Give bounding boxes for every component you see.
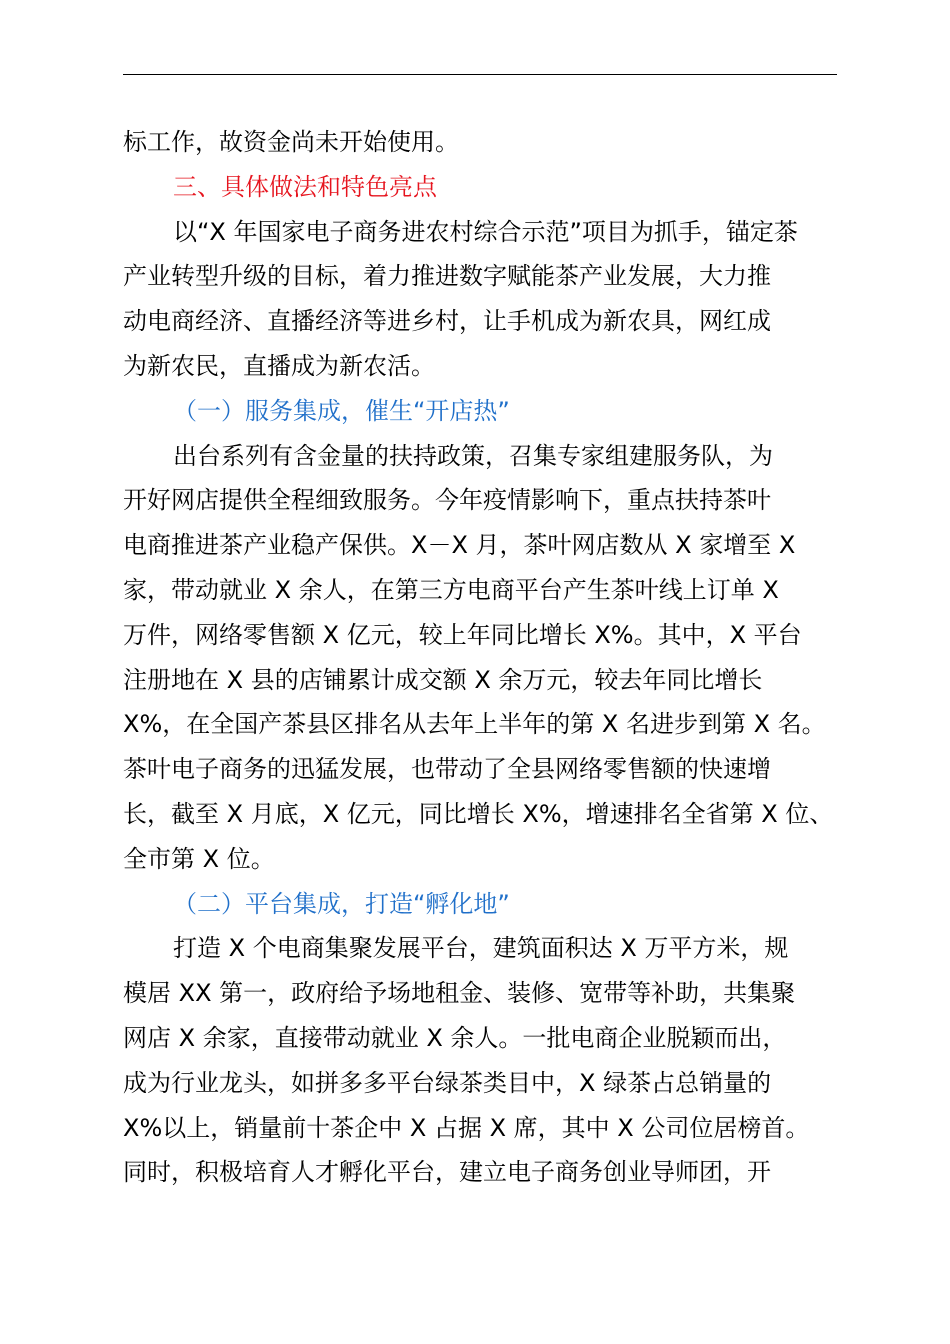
document-body <box>123 120 839 1195</box>
paragraph-line: 出台系列有含金量的扶持政策，召集专家组建服务队，为 <box>173 441 773 470</box>
paragraph-line: X%以上，销量前十茶企中 X 占据 X 席，其中 X 公司位居榜首。 <box>123 1113 810 1142</box>
paragraph-line: 模居 XX 第一，政府给予场地租金、装修、宽带等补助，共集聚 <box>123 979 796 1008</box>
paragraph-line: 产业转型升级的目标，着力推进数字赋能茶产业发展，大力推 <box>123 262 771 291</box>
paragraph-line: 开好网店提供全程细致服务。今年疫情影响下，重点扶持茶叶 <box>123 486 771 515</box>
paragraph-line: 标工作，故资金尚未开始使用。 <box>123 128 459 156</box>
section-heading: 三、具体做法和特色亮点 <box>173 172 437 201</box>
paragraph-line: 同时，积极培育人才孵化平台，建立电子商务创业导师团，开 <box>123 1158 771 1187</box>
paragraph-line: 长，截至 X 月底，X 亿元，同比增长 X%，增速排名全省第 X 位、 <box>123 799 834 828</box>
paragraph-line: 动电商经济、直播经济等进乡村，让手机成为新农具，网红成 <box>123 307 771 336</box>
paragraph-line: 打造 X 个电商集聚发展平台，建筑面积达 X 万平方米，规 <box>173 934 789 963</box>
header-rule <box>123 74 837 75</box>
subsection-heading: （一）服务集成，催生“开店热” <box>173 396 510 425</box>
paragraph-line: 为新农民，直播成为新农活。 <box>123 351 435 380</box>
paragraph-line: 注册地在 X 县的店铺累计成交额 X 余万元，较去年同比增长 <box>123 665 763 694</box>
paragraph-line: 网店 X 余家，直接带动就业 X 余人。一批电商企业脱颖而出， <box>123 1023 787 1052</box>
paragraph-line: 全市第 X 位。 <box>123 844 275 873</box>
paragraph-line: 以“X 年国家电子商务进农村综合示范”项目为抓手，锚定茶 <box>173 217 798 246</box>
subsection-heading: （二）平台集成，打造“孵化地” <box>173 889 510 918</box>
paragraph-line: 万件，网络零售额 X 亿元，较上年同比增长 X%。其中，X 平台 <box>123 620 802 649</box>
paragraph-line: 电商推进茶产业稳产保供。X－X 月，茶叶网店数从 X 家增至 X <box>123 531 796 560</box>
paragraph-line: 家，带动就业 X 余人，在第三方电商平台产生茶叶线上订单 X <box>123 575 779 604</box>
paragraph-line: 成为行业龙头，如拼多多平台绿茶类目中，X 绿茶占总销量的 <box>123 1068 772 1097</box>
paragraph-line: 茶叶电子商务的迅猛发展，也带动了全县网络零售额的快速增 <box>123 755 771 784</box>
paragraph-line: X%，在全国产茶县区排名从去年上半年的第 X 名进步到第 X 名。 <box>123 710 826 739</box>
